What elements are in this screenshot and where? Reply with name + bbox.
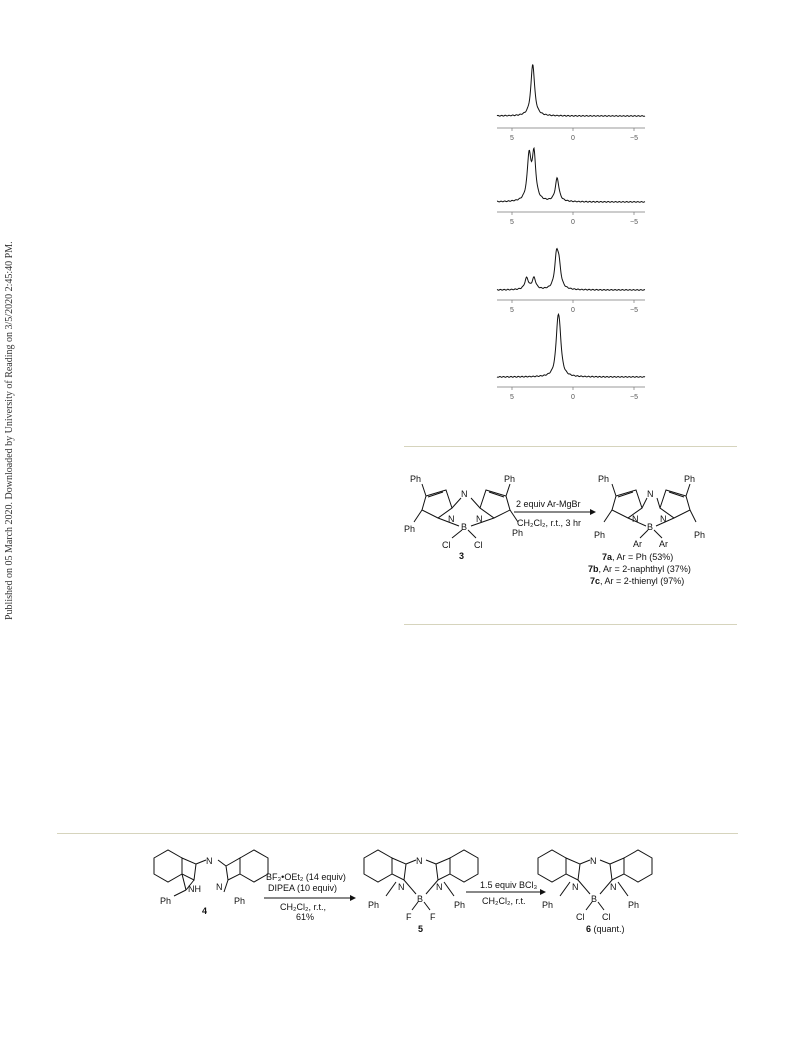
scheme1-reagent: 2 equiv Ar-MgBr	[516, 499, 581, 509]
b-label: B	[647, 522, 654, 532]
n-label: N	[660, 514, 667, 524]
scheme2-reaction	[140, 840, 680, 950]
tick-label-minus5: −5	[630, 219, 638, 226]
spectrum-trace	[497, 65, 645, 117]
nmr-spectrum-2-svg	[497, 140, 647, 225]
n-label: N	[610, 882, 617, 892]
nmr-spectrum-4	[497, 315, 647, 400]
product-list	[588, 552, 691, 586]
step1-line3: CH₂Cl₂, r.t.,	[280, 902, 326, 912]
ph-label: Ph	[234, 896, 246, 906]
tick-label-0: 0	[571, 307, 575, 314]
ph-label: Ph	[368, 900, 380, 910]
arrowhead-icon	[590, 509, 596, 515]
nmr-spectrum-4-svg	[497, 315, 647, 400]
scheme1-solvent: CH₂Cl₂, r.t., 3 hr	[517, 518, 581, 528]
step2-line1: 1.5 equiv BCl₃	[480, 880, 538, 890]
cl-label: Cl	[442, 540, 451, 550]
n-label: N	[590, 856, 597, 866]
tick-label-minus5: −5	[630, 307, 638, 314]
spectrum-trace	[497, 249, 645, 291]
ar-label: Ar	[633, 539, 642, 549]
n-label: N	[461, 489, 468, 499]
ph-label: Ph	[628, 900, 640, 910]
scheme2-top-rule	[57, 833, 738, 834]
arrowhead-icon	[350, 895, 356, 901]
cl-label: Cl	[602, 912, 611, 922]
ph-label: Ph	[684, 474, 696, 484]
tick-label-minus5: −5	[630, 135, 638, 142]
ph-label: Ph	[694, 530, 706, 540]
scheme1-top-rule	[404, 446, 737, 447]
ph-label: Ph	[404, 524, 416, 534]
n-label: N	[216, 882, 223, 892]
scheme1-bottom-rule	[404, 624, 737, 625]
n-label: N	[448, 514, 455, 524]
n-label: N	[647, 489, 654, 499]
tick-label-0: 0	[571, 394, 575, 401]
compound-6-label: 6 (quant.)	[586, 924, 625, 934]
spectrum-ticks	[512, 212, 634, 215]
spectrum-ticks	[512, 300, 634, 303]
product-7a: 7a, Ar = Ph (53%)	[602, 552, 674, 562]
tick-label-minus5: −5	[630, 394, 638, 401]
spectrum-trace	[497, 148, 645, 202]
tick-label-5: 5	[510, 394, 514, 401]
n-label: N	[632, 514, 639, 524]
publication-margin-note: Published on 05 March 2020. Downloaded by University of Reading on 3/5/2020 2:45:40 PM.	[4, 241, 15, 620]
product-7b: 7b, Ar = 2-naphthyl (37%)	[588, 564, 691, 574]
n-label: N	[436, 882, 443, 892]
tick-label-5: 5	[510, 219, 514, 226]
ar-label: Ar	[659, 539, 668, 549]
ph-label: Ph	[598, 474, 610, 484]
ph-label: Ph	[160, 896, 172, 906]
b-label: B	[417, 894, 424, 904]
nh-label: NH	[188, 884, 201, 894]
n-label: N	[476, 514, 483, 524]
ph-label: Ph	[542, 900, 554, 910]
spectrum-ticks	[512, 387, 634, 390]
n-label: N	[416, 856, 423, 866]
cl-label: Cl	[576, 912, 585, 922]
nmr-spectrum-1	[497, 58, 647, 143]
nmr-spectrum-3-svg	[497, 228, 647, 313]
tick-label-0: 0	[571, 135, 575, 142]
tick-label-5: 5	[510, 307, 514, 314]
n-label: N	[572, 882, 579, 892]
nmr-spectrum-1-svg	[497, 58, 647, 143]
ph-label: Ph	[504, 474, 516, 484]
compound-5-number: 5	[418, 924, 424, 934]
nmr-spectrum-3	[497, 228, 647, 313]
scheme1-reaction	[404, 460, 737, 620]
ph-label: Ph	[410, 474, 422, 484]
ph-label: Ph	[512, 528, 524, 538]
tick-label-0: 0	[571, 219, 575, 226]
spectrum-trace	[497, 314, 645, 377]
arrowhead-icon	[540, 889, 546, 895]
step1-line1: BF₃•OEt₂ (14 equiv)	[266, 872, 346, 882]
compound-4-number: 4	[202, 906, 208, 916]
f-label: F	[406, 912, 412, 922]
ph-label: Ph	[454, 900, 466, 910]
product-7c: 7c, Ar = 2-thienyl (97%)	[590, 576, 685, 586]
compound-3-number: 3	[459, 551, 465, 561]
b-label: B	[591, 894, 598, 904]
nmr-spectrum-2	[497, 140, 647, 225]
n-label: N	[206, 856, 213, 866]
n-label: N	[398, 882, 405, 892]
cl-label: Cl	[474, 540, 483, 550]
tick-label-5: 5	[510, 135, 514, 142]
b-label: B	[461, 522, 468, 532]
step1-line4: 61%	[296, 912, 315, 922]
spectrum-ticks	[512, 128, 634, 131]
ph-label: Ph	[594, 530, 606, 540]
step1-line2: DIPEA (10 equiv)	[268, 883, 338, 893]
f-label: F	[430, 912, 436, 922]
step2-line2: CH₂Cl₂, r.t.	[482, 896, 526, 906]
